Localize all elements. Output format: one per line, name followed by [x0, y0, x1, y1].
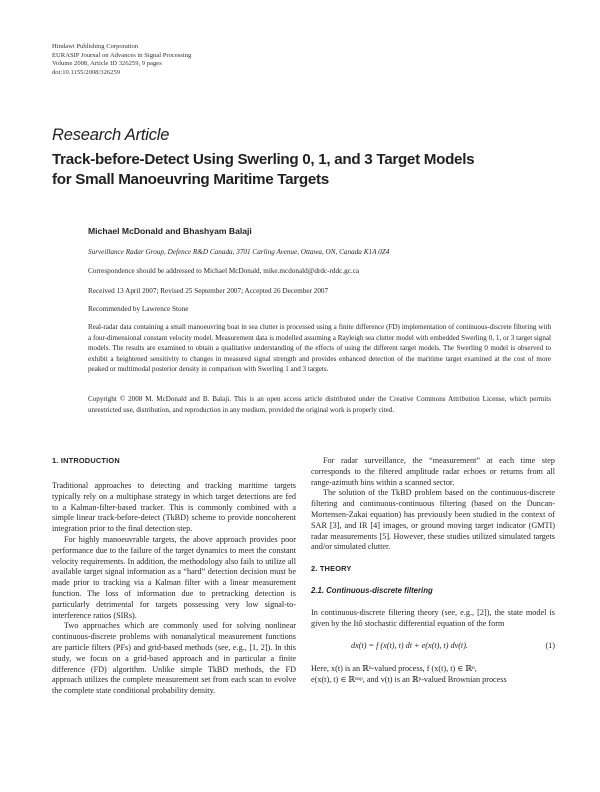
volume-line: Volume 2008, Article ID 326259, 9 pages [52, 60, 162, 68]
affiliation: Surveillance Radar Group, Defence R&D Canada, 3701 Carling Avenue, Ottawa, ON, Canada K1A 0Z4 [88, 248, 390, 256]
journal-line: EURASIP Journal on Advances in Signal Processing [52, 51, 192, 59]
section-heading-introduction: 1. INTRODUCTION [52, 456, 120, 465]
theory-paragraph-2-line-1: Here, x(t) is an ℝⁿ-valued process, f (x(t), t) ∈ ℝⁿ, [311, 663, 477, 673]
article-type: Research Article [52, 126, 170, 144]
article-dates: Received 13 April 2007; Revised 25 September 2007; Accepted 26 December 2007 [88, 287, 329, 295]
theory-paragraph: In continuous-discrete filtering theory (see, e.g., [2]), the state model is given by the Itô stochastic differential equation of the form [311, 608, 555, 628]
radar-paragraph: For radar surveillance, the “measurement” at each time step corresponds to the filtered amplitude radar echoes or returns from all range-azimuth bins within a scanned sector. [311, 456, 555, 487]
right-column [311, 456, 555, 685]
subsection-heading: 2.1. Continuous-discrete filtering [311, 586, 433, 596]
copyright-notice: Copyright © 2008 M. McDonald and B. Balaji. This is an open access article distributed under the Creative Commons Attribution License, which permits unrestricted use, distribution, and reproduction in any medium, provided the original work is properly cited. [88, 395, 551, 414]
intro-paragraph-2: For highly manoeuvrable targets, the above approach provides poor performance due to the failure of the target dynamics to meet the constant velocity requirements. In addition, the methodology also fails to utilize all available target signal information as a “hard” detection decision must be made prior to tracking via a Kalman filter with a linear measurement function. The loss of information due to pretracking detection is particularly detrimental for targets possessing very low signal-to-interference ratios (SIRs). [52, 534, 296, 620]
theory-paragraph-2-line-2: e(x(t), t) ∈ ℝⁿˣᵖ, and v(t) is an ℝᵖ-valued Brownian process [311, 674, 507, 684]
intro-paragraph-1: Traditional approaches to detecting and tracking maritime targets typically rely on a multiphase strategy in which target detections are fed to a Kalman-filter-based tracker. This is commonly combined with a simple linear track-before-detect (TkBD) scheme to provide noncoherent integration prior to the final detection step. [52, 481, 296, 534]
equation-number: (1) [545, 641, 555, 651]
equation-1 [311, 641, 555, 653]
title-line-1: Track-before-Detect Using Swerling 0, 1, and 3 Target Models [52, 151, 475, 168]
paper-title [52, 150, 552, 190]
doi-line: doi:10.1155/2008/326259 [52, 68, 121, 76]
correspondence: Correspondence should be addressed to Michael McDonald, mike.mcdonald@drdc-rddc.gc.ca [88, 267, 360, 275]
recommended-by: Recommended by Lawrence Stone [88, 305, 189, 313]
publisher-line: Hindawi Publishing Corporation [52, 43, 139, 50]
section-heading-theory: 2. THEORY [311, 564, 352, 574]
tkbd-paragraph: The solution of the TkBD problem based on the continuous-discrete filtering and continuous-continuous filtering (based on the Duncan-Mortensen-Zakai equation) has previously been studied in the context of SAR [3], and IR [4] images, or ground moving target indicator (GMTI) radar measurements [5]. However, these studies utilized simulated targets and/or simulated clutter. [311, 488, 555, 552]
equation-body: dx(t) = f (x(t), t) dt + e(x(t), t) dv(t). [351, 641, 468, 651]
authors: Michael McDonald and Bhashyam Balaji [88, 226, 252, 236]
left-column [52, 456, 296, 697]
journal-header [52, 43, 352, 77]
intro-paragraph-3: Two approaches which are commonly used for solving nonlinear continuous-discrete problems with nonanalytical measurement functions are particle filters (PFs) and grid-based methods (see, e.g., [1, 2]). In this study, we focus on a grid-based approach and in particular a finite difference (FD) algorithm. Unlike simple TkBD methods, the FD approach utilizes the complete measurement set from each scan to evolve the complete state conditional probability density. [52, 621, 296, 696]
abstract: Real-radar data containing a small manoeuvring boat in sea clutter is processed using a finite difference (FD) implementation of continuous-discrete filtering with a four-dimensional constant velocity model. Measurement data is modelled assuming a Rayleigh sea clutter model with embedded Swerling 0, 1, or 3 target signal models. The results are examined to obtain a qualitative understanding of the effects of using the different target models. The Swerling 0 model is observed to exhibit a heightened sensitivity to changes in measured signal strength and provides enhanced detection of the maritime target examined at the cost of more peaked or multimodal posterior density in comparison with Swerling 1 and 3 targets. [88, 323, 551, 373]
title-line-2: for Small Manoeuvring Maritime Targets [52, 171, 329, 188]
